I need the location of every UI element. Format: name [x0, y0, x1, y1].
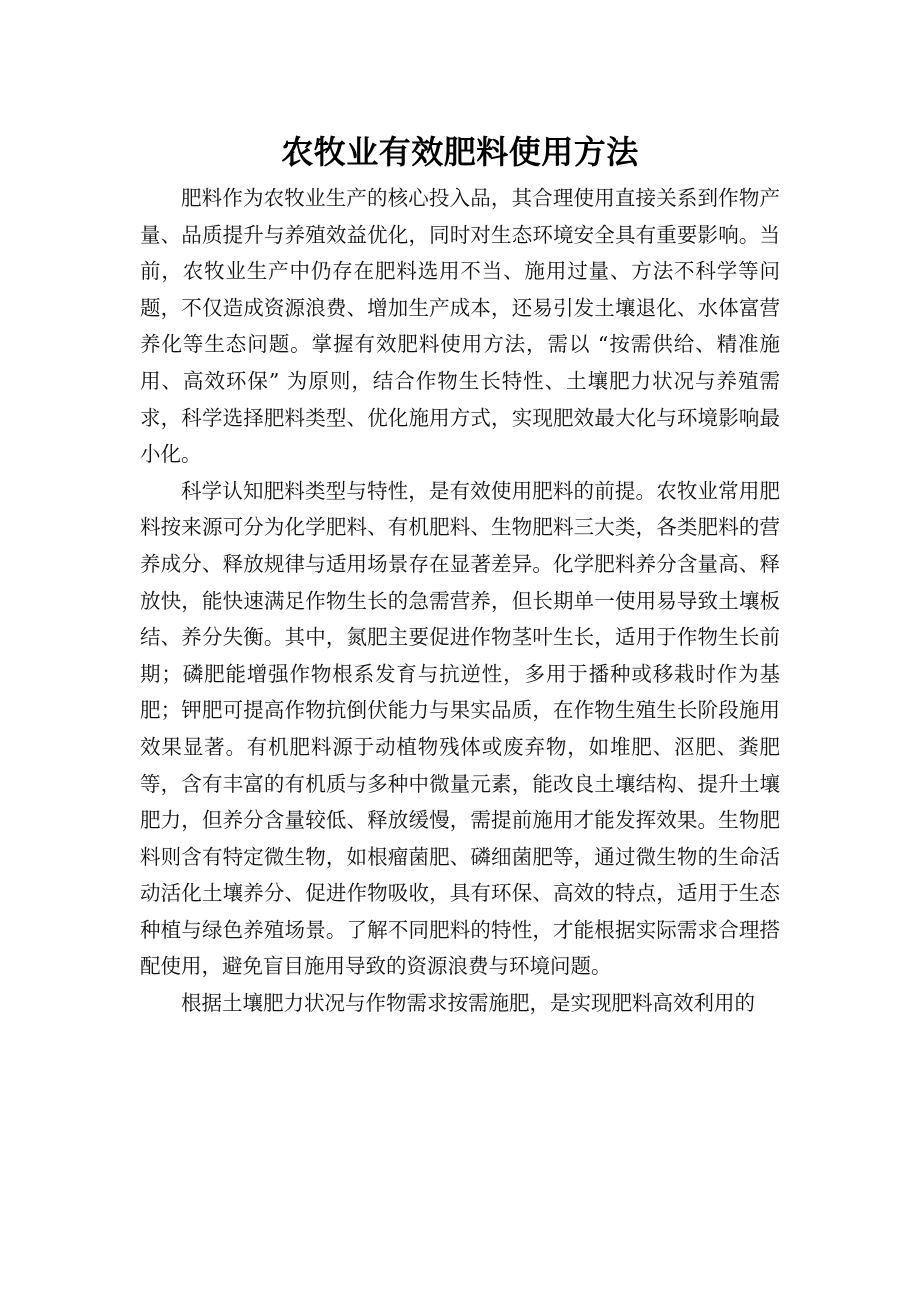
document-title: 农牧业有效肥料使用方法: [281, 133, 639, 171]
paragraph-fertilizer-types: 科学认知肥料类型与特性，是有效使用肥料的前提。农牧业常用肥料按来源可分为化学肥料、有机肥料、生物肥料三大类，各类肥料的营养成分、释放规律与适用场景存在显著差异。化学肥料养分含量高、释放快，能快速满足作物生长的急需营养，但长期单一使用易导致土壤板结、养分失衡。其中，氮肥主要促进作物茎叶生长，适用于作物生长前期；磷肥能增强作物根系发育与抗逆性，多用于播种或移栽时作为基肥；钾肥可提高作物抗倒伏能力与果实品质，在作物生殖生长阶段施用效果显著。有机肥料源于动植物残体或废弃物，如堆肥、沤肥、粪肥等，含有丰富的有机质与多种中微量元素，能改良土壤结构、提升土壤肥力，但养分含量较低、释放缓慢，需提前施用才能发挥效果。生物肥料则含有特定微生物，如根瘤菌肥、磷细菌肥等，通过微生物的生命活动活化土壤养分、促进作物吸收，具有环保、高效的特点，适用于生态种植与绿色养殖场景。了解不同肥料的特性，才能根据实际需求合理搭配使用，避免盲目施用导致的资源浪费与环境问题。: [140, 478, 780, 979]
document-page: [140, 126, 780, 1022]
paragraph-soil-fertility: 根据土壤肥力状况与作物需求按需施肥，是实现肥料高效利用的: [181, 991, 755, 1016]
paragraph-intro: 肥料作为农牧业生产的核心投入品，其合理使用直接关系到作物产量、品质提升与养殖效益优化，同时对生态环境安全具有重要影响。当前，农牧业生产中仍存在肥料选用不当、施用过量、方法不科学等问题，不仅造成资源浪费、增加生产成本，还易引发土壤退化、水体富营养化等生态问题。掌握有效肥料使用方法，需以 “按需供给、精准施用、高效环保” 为原则，结合作物生长特性、土壤肥力状况与养殖需求，科学选择肥料类型、优化施用方式，实现肥效最大化与环境影响最小化。: [140, 186, 780, 467]
